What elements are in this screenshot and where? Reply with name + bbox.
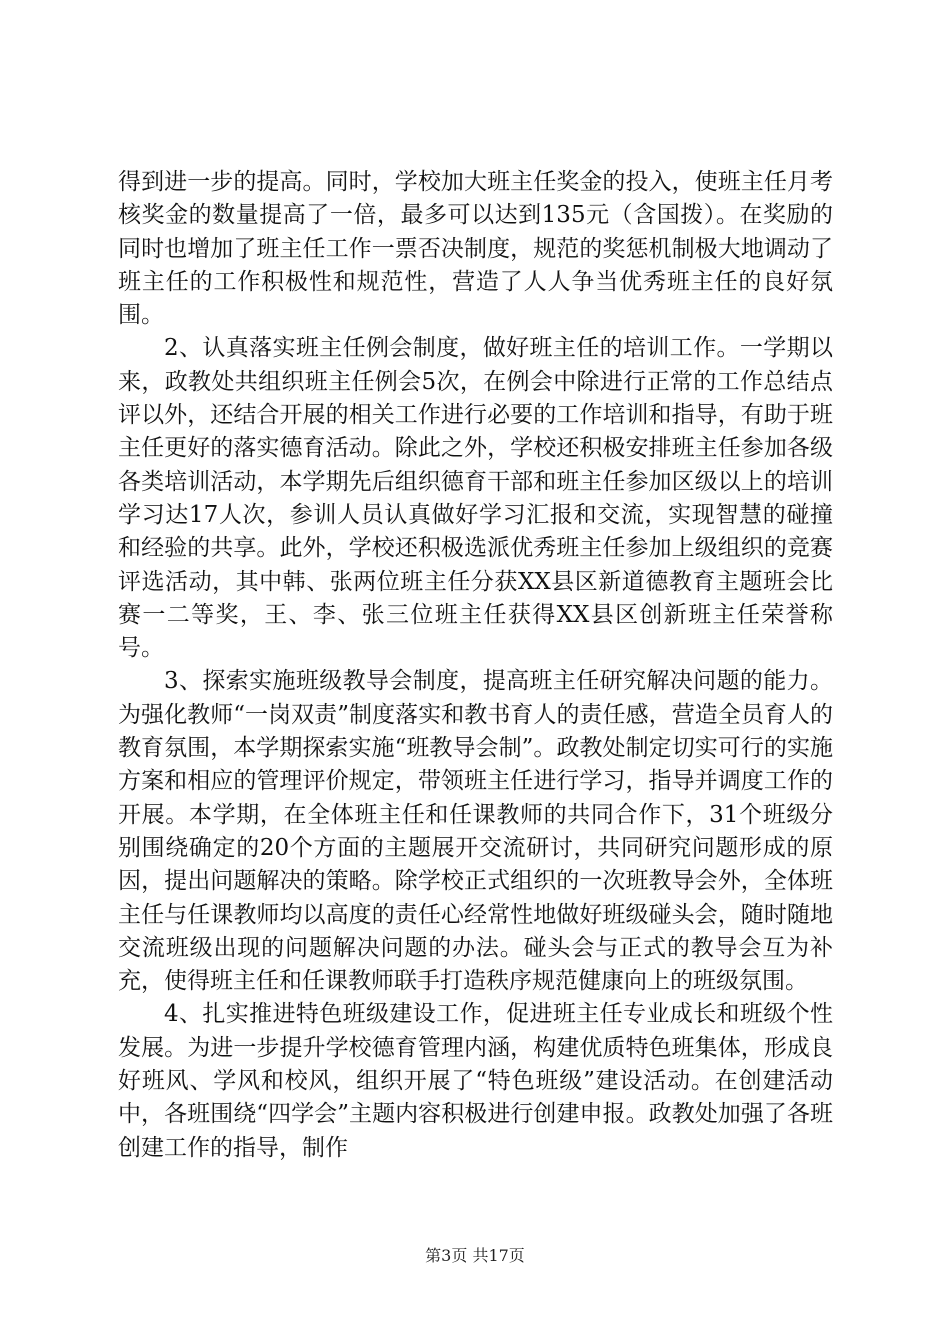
paragraph-2: 2、认真落实班主任例会制度，做好班主任的培训工作。一学期以来，政教处共组织班主任例会5次，在例会中除进行正常的工作总结点评以外，还结合开展的相关工作进行必要的工作培训和指导，有助于班主任更好的落实德育活动。除此之外，学校还积极安排班主任参加各级各类培训活动，本学期先后组织德育干部和班主任参加区级以上的培训学习达17人次，参训人员认真做好学习汇报和交流，实现智慧的碰撞和经验的共享。此外，学校还积极选派优秀班主任参加上级组织的竞赛评选活动，其中韩、张两位班主任分获XX县区新道德教育主题班会比赛一二等奖，王、李、张三位班主任获得XX县区创新班主任荣誉称号。 [118, 335, 833, 662]
page-number: 第3页 共17页 [425, 1246, 525, 1265]
paragraph-3: 3、探索实施班级教导会制度，提高班主任研究解决问题的能力。为强化教师“一岗双责”制度落实和教书育人的责任感，营造全员育人的教育氛围，本学期探索实施“班教导会制”。政教处制定切实可行的实施方案和相应的管理评价规定，带领班主任进行学习，指导并调度工作的开展。本学期，在全体班主任和任课教师的共同合作下，31个班级分别围绕确定的20个方面的主题展开交流研讨，共同研究问题形成的原因，提出问题解决的策略。除学校正式组织的一次班教导会外，全体班主任与任课教师均以高度的责任心经常性地做好班级碰头会，随时随地交流班级出现的问题解决问题的办法。碰头会与正式的教导会互为补充，使得班主任和任课教师联手打造秩序规范健康向上的班级氛围。 [118, 668, 833, 995]
paragraph-continuation: 得到进一步的提高。同时，学校加大班主任奖金的投入，使班主任月考核奖金的数量提高了一倍，最多可以达到135元（含国拨）。在奖励的同时也增加了班主任工作一票否决制度，规范的奖惩机制极大地调动了班主任的工作积极性和规范性，营造了人人争当优秀班主任的良好氛围。 [118, 169, 833, 329]
paragraph-4: 4、扎实推进特色班级建设工作，促进班主任专业成长和班级个性发展。为进一步提升学校德育管理内涵，构建优质特色班集体，形成良好班风、学风和校风，组织开展了“特色班级”建设活动。在创建活动中，各班围绕“四学会”主题内容积极进行创建申报。政教处加强了各班创建工作的指导，制作 [118, 1001, 833, 1161]
page-footer [0, 1243, 950, 1266]
document-body [118, 166, 833, 1165]
